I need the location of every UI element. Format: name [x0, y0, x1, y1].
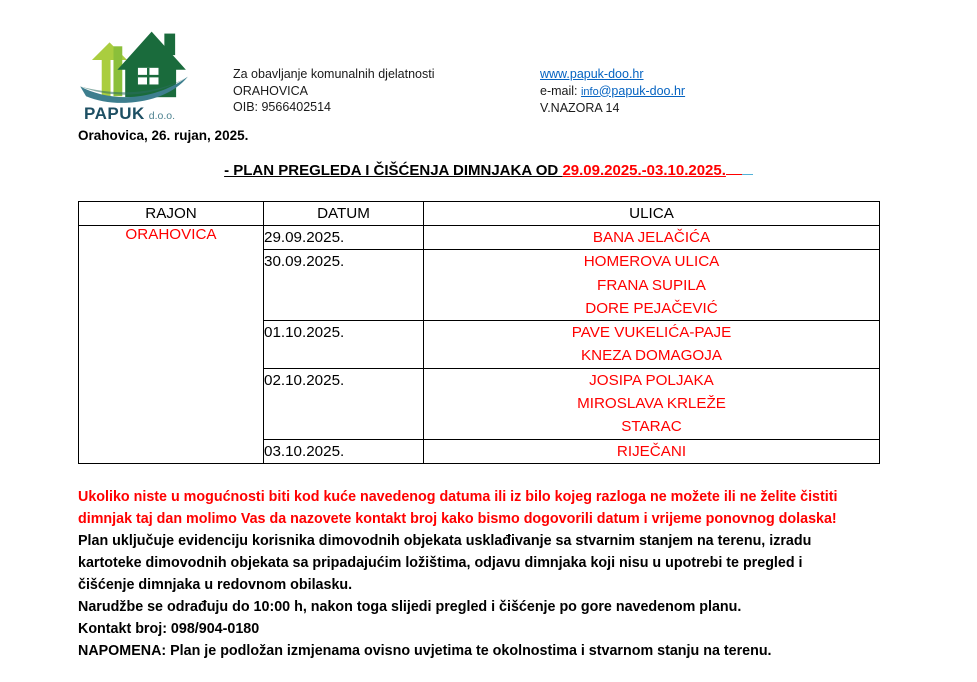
- title-date-range: 29.09.2025.-03.10.2025.: [562, 162, 726, 179]
- table-header-row: [79, 202, 880, 226]
- column-header-ulica: ULICA: [424, 202, 880, 226]
- footer-note-line: Plan uključuje evidenciju korisnika dimovodnih objekata usklađivanje sa stvarnim stanjem na terenu, izradu: [78, 533, 812, 549]
- street-name: HOMEROVA ULICA: [583, 253, 720, 271]
- document-dateline: Orahovica, 26. rujan, 2025.: [78, 128, 249, 143]
- date-cell: 29.09.2025.: [264, 226, 424, 250]
- title-underline-tail-blue: [742, 160, 753, 175]
- footer-note-line: Ukoliko niste u mogućnosti biti kod kuće navedenog datuma ili iz bilo kojeg razloga ne možete ili ne želite čistiti: [78, 489, 838, 505]
- footer-note-line: Narudžbe se odrađuju do 10:00 h, nakon toga slijedi pregled i čišćenje po gore navedenom planu.: [78, 599, 742, 615]
- email-user-part: info: [580, 85, 599, 98]
- date-cell: 01.10.2025.: [264, 321, 424, 369]
- column-header-rajon: RAJON: [79, 202, 264, 226]
- column-header-datum: DATUM: [264, 202, 424, 226]
- footer-notes: [78, 486, 958, 662]
- schedule-table-body: [79, 226, 880, 464]
- address-line: V.NAZORA 14: [540, 101, 620, 115]
- company-oib-line: OIB: 9566402514: [233, 100, 331, 114]
- date-cell: 30.09.2025.: [264, 250, 424, 321]
- footer-note-line: čišćenje dimnjaka u redovnom obilasku.: [78, 577, 353, 593]
- street-name: MIROSLAVA KRLEŽE: [577, 395, 726, 413]
- footer-note-line: dimnjak taj dan molimo Vas da nazovete kontakt broj kako bismo dogovorili datum i vrijeme ponovnog dolaska!: [78, 511, 837, 527]
- footer-note-line: NAPOMENA: Plan je podložan izmjenama ovisno uvjetima te okolnostima i stvarnom stanju na terenu.: [78, 643, 772, 659]
- house-logo-icon: [76, 14, 194, 106]
- street-name: JOSIPA POLJAKA: [589, 371, 714, 389]
- street-name: KNEZA DOMAGOJA: [581, 347, 722, 365]
- company-logo: [76, 14, 206, 124]
- street-name: BANA JELAČIĆA: [592, 229, 711, 246]
- street-name: STARAC: [621, 418, 682, 436]
- footer-note-line: kartoteke dimovodnih objekata sa pripadajućim ložištima, odjavu dimnjaka koji nisu u upotrebi te pregled i: [78, 555, 803, 571]
- logo-company-suffix: d.o.o.: [148, 110, 176, 122]
- email-label: e-mail:: [540, 83, 581, 98]
- streets-cell: [424, 439, 880, 463]
- title-text-black: - PLAN PREGLEDA I ČIŠĆENJA DIMNJAKA OD: [224, 162, 563, 179]
- streets-cell: [424, 226, 880, 250]
- title-underline-tail-red: [726, 160, 742, 175]
- company-info-block: [233, 66, 435, 116]
- schedule-table: [78, 201, 880, 464]
- email-row: [540, 83, 685, 101]
- table-row: [79, 226, 880, 250]
- document-title: [0, 160, 977, 179]
- streets-cell: [424, 250, 880, 321]
- email-link[interactable]: [581, 84, 685, 98]
- streets-cell: [424, 368, 880, 439]
- company-contact-block: [540, 66, 685, 117]
- website-link[interactable]: www.papuk-doo.hr: [540, 67, 644, 81]
- date-cell: 02.10.2025.: [264, 368, 424, 439]
- streets-cell: [424, 321, 880, 369]
- email-domain-part: @papuk-doo.hr: [598, 83, 686, 98]
- date-cell: 03.10.2025.: [264, 439, 424, 463]
- logo-company-name: PAPUK: [84, 104, 145, 123]
- footer-note-line: Kontakt broj: 098/904-0180: [78, 621, 260, 637]
- street-name: PAVE VUKELIĆA-PAJE: [571, 324, 732, 342]
- company-activity-line: Za obavljanje komunalnih djelatnosti: [233, 67, 435, 81]
- region-cell: ORAHOVICA: [79, 226, 264, 464]
- street-name: FRANA SUPILA: [597, 276, 706, 294]
- street-name: RIJEČANI: [616, 442, 687, 460]
- street-name: DORE PEJAČEVIĆ: [585, 299, 718, 317]
- logo-text: [76, 104, 206, 124]
- company-city-line: ORAHOVICA: [233, 83, 309, 98]
- website-row: [540, 66, 685, 83]
